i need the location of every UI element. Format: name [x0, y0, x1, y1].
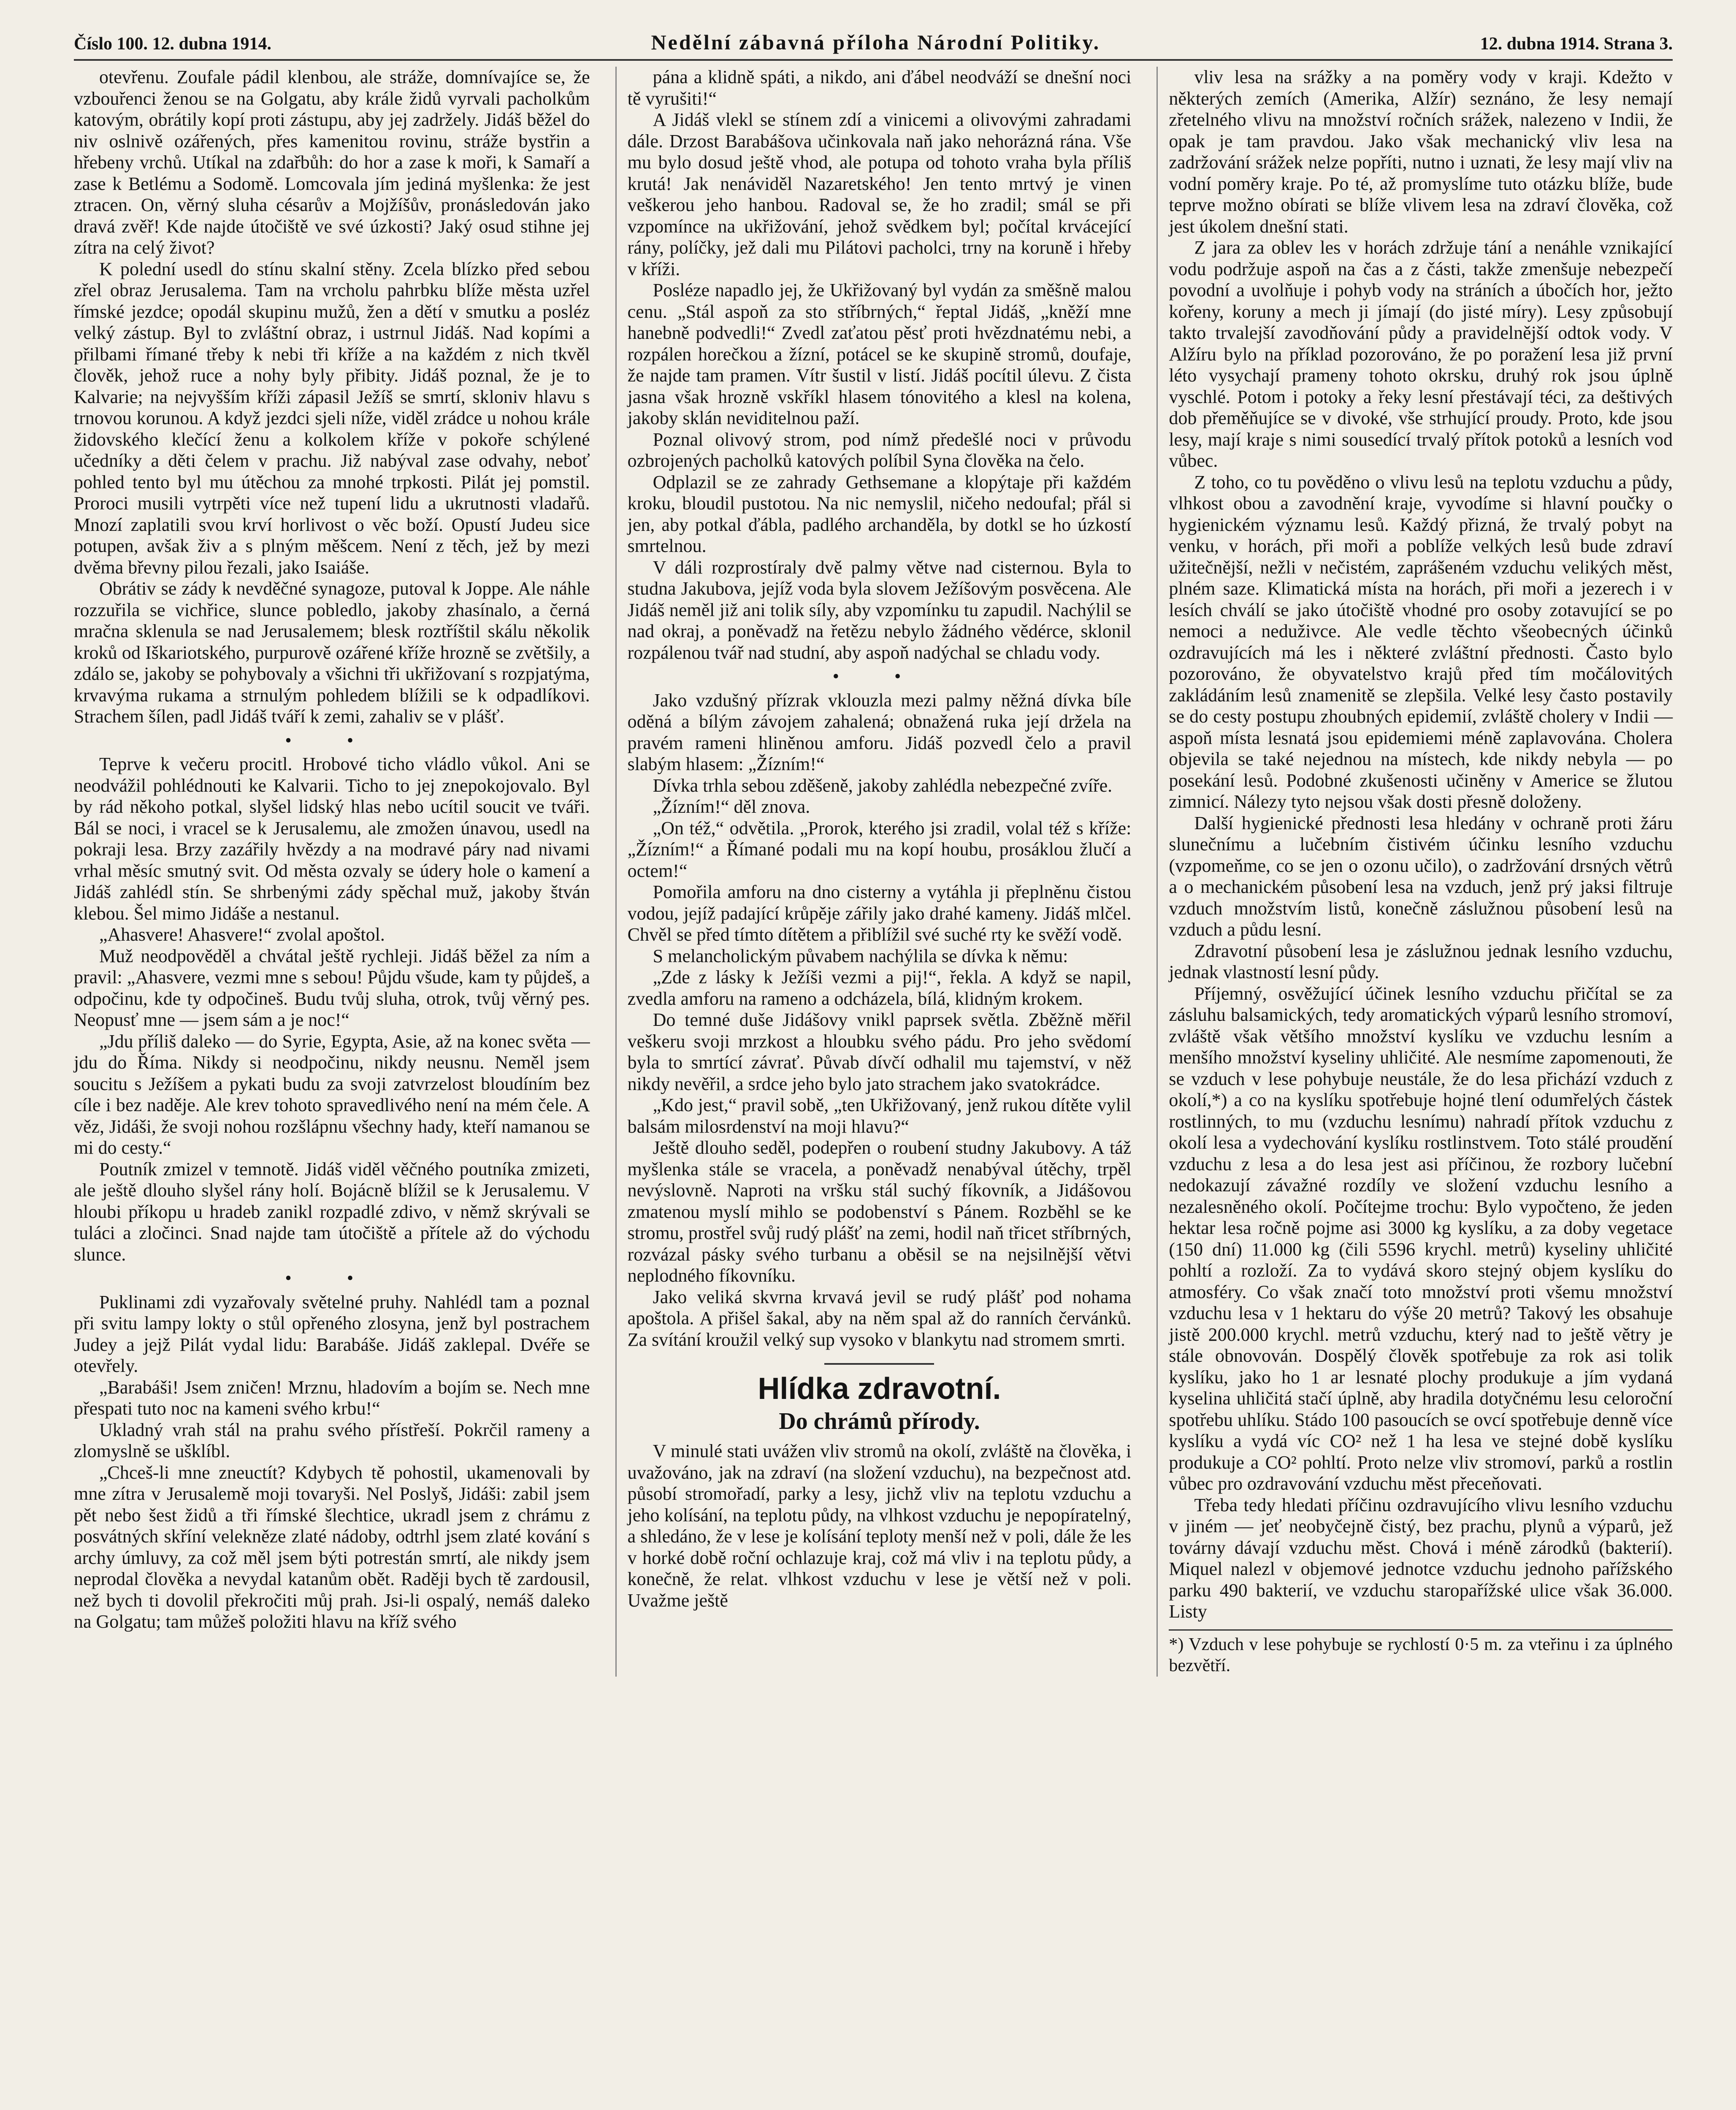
paragraph: Poznal olivový strom, pod nímž předešlé noci v průvodu ozbrojených pacholků katových políbil Syna člověka na čelo.	[627, 429, 1132, 471]
paragraph: Pomořila amforu na dno cisterny a vytáhla ji přeplněnu čistou vodou, jejíž padající krůpěje zářily jako drahé kameny. Jidáš mlčel. Chvěl se před tímto dítětem a přiblížil své suché rty ke svěží vodě.	[627, 882, 1132, 945]
paragraph: Puklinami zdi vyzařovaly světelné pruhy. Nahlédl tam a poznal při svitu lampy lokty o stůl opřeného zlosyna, jenž byl postrachem Judey a jejž Pilát vydal lidu: Barabáše. Jidáš zaklepal. Dvéře se otevřely.	[74, 1291, 590, 1376]
paragraph: Teprve k večeru procitl. Hrobové ticho vládlo vůkol. Ani se neodvážil pohlédnouti ke Kalvarii. Ticho to jej znepokojovalo. Byl by rád někoho potkal, slyšel lidský hlas nebo ucítil soucit ve tváři. Bál se noci, i vracel se k Jerusalemu, ale zmožen únavou, usedl na pokraji lesa. Brzy zazářily hvězdy a na modravé páry nad nivami vrhal měsíc smutný svit. Od města ozvaly se údery hole o kamení a Jidáš zahlédl stín. Se shrbenými zády spěchal muž, jakoby štván klebou. Šel mimo Jidáše a nestanul.	[74, 754, 590, 924]
column-3	[1156, 67, 1673, 1677]
paragraph: Muž neodpověděl a chvátal ještě rychleji. Jidáš běžel za ním a pravil: „Ahasvere, vezmi mne s sebou! Půjdu všude, kam ty půjdeš, a odpočinu, kde ty odpočineš. Budu tvůj sluha, otrok, tvůj věrný pes. Neopusť mne — jsem sám a je noc!“	[74, 945, 590, 1030]
paragraph: vliv lesa na srážky a na poměry vody v kraji. Kdežto v některých zemích (Amerika, Alžír) seznáno, že lesy nemají zřetelného vlivu na množství ročních srážek, nalezeno v Indii, že opak je tam pravdou. Jako však mechanický vliv lesa na zadržování srážek nelze popříti, nutno i uznati, že lesy mají vliv na vodní poměry kraje. Po té, až promyslíme tuto otázku blíže, bude teprve možno obírati se blíže vlivem lesa na zdraví člověka, což jest úkolem dnešní stati.	[1169, 67, 1673, 237]
header-title: Nedělní zábavná příloha Národní Politiky.	[651, 30, 1101, 54]
section-separator: • •	[832, 666, 926, 687]
paragraph: V minulé stati uvážen vliv stromů na okolí, zvláště na člověka, i uvažováno, jak na zdraví (na složení vzduchu), na bezpečnost atd. působí stromořadí, parky a lesy, jichž vliv na teplotu vzduchu a jeho kolísání, na teplotu půdy, na vlhkost vzduchu je nepopíratelný, a shledáno, že v lese je kolísání teploty menší než v poli, dále že les v horké době roční ochlazuje kraj, což má vliv i na teplotu půdy, a konečně, že relat. vlhkost vzduchu v lese je větší než v poli. Uvažme ještě	[627, 1441, 1132, 1611]
paragraph: Poutník zmizel v temnotě. Jidáš viděl věčného poutníka zmizeti, ale ještě dlouho slyšel rány holí. Bojácně blížil se k Jerusalemu. V hloubi příkopu u hradeb zanikl rozpadlé zdivo, v němž skrývali se tuláci a zločinci. Snad najde tam útočiště a přítele až do východu slunce.	[74, 1158, 590, 1265]
header-date-page: 12. dubna 1914. Strana 3.	[1480, 34, 1673, 54]
paragraph: Obrátiv se zády k nevděčné synagoze, putoval k Joppe. Ale náhle rozzuřila se vichřice, slunce pobledlo, jakoby zhasínalo, a černá mračna sklenula se nad Jerusalemem; blesk roztříštil skálu několik kroků od Iškariotského, purpurově ozářené kříže hrozně se zvětšily, a zdálo se, jakoby se pohybovaly a všichni tři ukřižovaní s rozpjatýma, krvavýma rukama a strnulým pohledem blížili se k odpadlíkovi. Strachem šílen, padl Jidáš tváří k zemi, zahaliv se v plášť.	[74, 578, 590, 727]
paragraph: „Chceš-li mne zneuctít? Kdybych tě pohostil, ukamenovali by mne zítra v Jerusalemě moji tovaryši. Nel Poslyš, Jidáši: zabil jsem pět nebo šest židů a tři římské šlechtice, ukradl jsem z chrámu z posvátných skříní velekněze zlaté nádoby, odtrhl jsem zlaté kování s archy úmluvy, za což měl jsem býti potrestán smrtí, ale nikdy jsem neprodal člověka a nevydal katanům obět. Raději bych tě zardousil, než bych ti dovolil překročiti můj prah. Jsi-li ospalý, nemáš daleko na Golgatu; tam můžeš položiti hlavu na kříž svého	[74, 1462, 590, 1632]
footnote: *) Vzduch v lese pohybuje se rychlostí 0·5 m. za vteřinu i za úplného bezvětří.	[1169, 1629, 1673, 1677]
paragraph: Další hygienické přednosti lesa hledány v ochraně proti žáru slunečnímu a lučebním čistivém účinku lesního vzduchu (vzpomeňme, co se jen o ozonu učilo), o zadržování drsných větrů a o mechanickém působení lesa na vzduch, jenž prý jaksi filtruje vzduch množstvím listů, konečně záslužnou působení lesů na vzduch a půdu lesní.	[1169, 812, 1673, 940]
section-separator: • •	[285, 1268, 379, 1288]
article-columns	[74, 67, 1673, 1677]
paragraph: „Kdo jest,“ pravil sobě, „ten Ukřižovaný, jenž rukou dítěte vylil balsám milosrdenství na moji hlavu?“	[627, 1095, 1132, 1137]
section-subtitle: Do chrámů přírody.	[779, 1408, 980, 1434]
paragraph: „On též,“ odvětila. „Prorok, kterého jsi zradil, volal též s kříže: „Žízním!“ a Římané podali mu na kopí houbu, prosáklou žlučí a octem!“	[627, 817, 1132, 881]
paragraph: Třeba tedy hledati příčinu ozdravujícího vlivu lesního vzduchu v jiném — jeť neobyčejně čistý, bez prachu, plynů a výparů, jež továrny dávají vzduchu měst. Chová i méně zárodků (bakterií). Miquel nalezl v objemové jednotce vzduchu jednoho pařížského parku 490 bakterií, ve vzduchu staropařížské ulice však 36.000. Listy	[1169, 1494, 1673, 1622]
page-header	[74, 25, 1673, 61]
paragraph: S melancholickým půvabem nachýlila se dívka k němu:	[653, 945, 1068, 966]
paragraph: pána a klidně spáti, a nikdo, ani ďábel neodváží se dnešní noci tě vyrušiti!“	[627, 67, 1132, 109]
paragraph: Příjemný, osvěžující účinek lesního vzduchu přičítal se za zásluhu balsamických, tedy aromatických výparů lesního stromoví, zvláště však většího množství kyslíku ve vzduchu lesním a menšího množství kyseliny uhličité. Ale nesmíme zapomenouti, že se vzduch v lese pohybuje neustále, že do lesa přichází vzduch z okolí,*) a co na kyslíku spotřebuje hojné tlení odumřelých částek rostlinných, to mu (vzduchu lesnímu) nahradí přítok vzduchu z okolí lesa a vydechování kyslíku rostlinstvem. Toto stálé proudění vzduchu z lesa a do lesa jest asi příčinou, že rozbory lučební nedokazují závažné rozdíly ve složení vzduchu lesního a nezalesněného okolí. Počítejme trochu: Bylo vypočteno, že jeden hektar lesa ročně pojme asi 3000 kg kyslíku, a za doby vegetace (150 dní) 11.000 kg (čili 5596 krychl. metrů) kyseliny uhličité pohltí a rozloží. Za to vydává skoro stejný objem kyslíku do atmosféry. Co však značí toto množství proti všemu množství vzduchu lesa v 1 hektaru do výše 20 metrů? Takový les obsahuje jistě 200.000 krychl. metrů vzduchu, který nad to ještě větry je stále obnovován. Dospělý člověk spotřebuje za rok asi tolik kyslíku, jako ho 1 ar lesnaté plochy produkuje a jím vydaná kyselina uhličitá stačí úplně, aby hradila dotyčnému lesu celoroční spotřebu uhlíku. Stádo 100 pasoucích se ovcí spotřebuje denně více kyslíku a vydá víc CO² než 1 ha lesa ve stejné době kyslíku produkuje a CO² pohltí. Proto nelze vliv stromoví, parků a rostlin vůbec pro ozdravování vzduchu měst přeceňovati.	[1169, 983, 1673, 1494]
paragraph: „Ahasvere! Ahasvere!“ zvolal apoštol.	[99, 924, 385, 945]
paragraph: „Jdu příliš daleko — do Syrie, Egypta, Asie, až na konec světa — jdu do Říma. Nikdy si neodpočinu, nikdy neusnu. Neměl jsem soucitu s Ježíšem a pykati budu za svoji zatvrzelost bloudíním bez cíle i bez naděje. Ale krev tohoto spravedlivého není na mém čele. A věz, Jidáši, že svoji nohou rozšlápnu všechny hady, kteří namanou se mi do cesty.“	[74, 1031, 590, 1158]
section-separator: • •	[285, 730, 379, 751]
paragraph: „Barabáši! Jsem zničen! Mrznu, hladovím a bojím se. Nech mne přespati tuto noc na kameni svého krbu!“	[74, 1377, 590, 1419]
paragraph: Z jara za oblev les v horách zdržuje tání a nenáhle vznikající vodu podržuje aspoň na čas a z části, takže zmenšuje nebezpečí povodní a uvolňuje i pohyb vody na stráních a úbočích hor, ježto kořeny, koruny a mech ji jímají (do jisté míry). Lesy způsobují takto trvalejší zavodňování půdy a pravidelnější odtok vody. V Alžíru bylo na příklad pozorováno, že po poražení lesa již první léto vysychají prameny tohoto okrsku, druhý rok jsou úplně vyschlé. Potom i potoky a řeky lesní přestávají téci, za deštivých dob přeměňujíce se v divoké, vše strhující proudy. Proto, kde jsou lesy, mají kraje s nimi sousedící trvalý přítok potoků a lesních vod vůbec.	[1169, 237, 1673, 471]
paragraph: Do temné duše Jidášovy vnikl paprsek světla. Zběžně měřil veškeru svoji mrzkost a hloubku svého pádu. Pro jeho svědomí byla to smrtící závrať. Půvab dívčí odhalil mu tajemství, v něž nikdy nevěřil, a srdce jeho bylo jato strachem jako svatokrádce.	[627, 1009, 1132, 1094]
paragraph: Zdravotní působení lesa je záslužnou jednak lesního vzduchu, jednak vlastností lesní půdy.	[1169, 940, 1673, 982]
paragraph: Jako veliká skvrna krvavá jevil se rudý plášť pod nohama apoštola. A přišel šakal, aby na něm spal až do ranních červánků. Za svítání kroužil velký sup vysoko v blankytu nad stromem smrti.	[627, 1286, 1132, 1350]
section-rule	[824, 1363, 934, 1365]
paragraph: „Zde z lásky k Ježíši vezmi a pij!“, řekla. A když se napil, zvedla amforu na rameno a odcházela, bílá, klidným krokem.	[627, 967, 1132, 1009]
paragraph: K polední usedl do stínu skalní stěny. Zcela blízko před sebou zřel obraz Jerusalema. Tam na vrcholu pahrbku blíže města uzřel římské jezdce; opodál skupinu mužů, žen a dětí v smutku a posléz velký zástup. Byl to zvláštní obraz, i ustrnul Jidáš. Nad kopími a přilbami římané třeby k nebi tři kříže a na každém z nich tkvěl člověk, jehož ruce a nohy byly přibity. Jidáš poznal, že je to Kalvarie; na nejvyšším kříži zápasil Ježíš se smrtí, skloniv hlavu s trnovou korunou. A když jezdci sjeli níže, viděl zrádce u nohou krále židovského klečící ženu a kolkolem kříže v pokoře schýlené učedníky a děti čelem v prachu. Již nabýval zase odvahy, neboť pohled tento byl mu útěchou za mnohé trpkosti. Pilát jej pomstil. Proroci musili vytrpěti více než tupení lidu a ukrutnosti vladařů. Mnozí zaplatili svou krví horlivost o věc boží. Opustí Judeu sice potupen, avšak živ a s plným měšcem. Není z těch, jež by mezi dvěma břevny pilou řezali, jako Isaiáše.	[74, 258, 590, 578]
paragraph: Dívka trhla sebou zděšeně, jakoby zahlédla nebezpečné zvíře.	[653, 775, 1113, 796]
paragraph: A Jidáš vlekl se stínem zdí a vinicemi a olivovými zahradami dále. Drzost Barabášova učinkovala naň jako nehorázná rána. Vše mu bylo dosud ještě vhod, ale potupa od tohoto vraha byla příliš krutá! Jak nenáviděl Nazaretského! Jen tento mrtvý je vinen veškerou jeho hanbou. Radoval se, že ho zradil; smál se při vzpomínce na ukřižování, jehož svědkem byl; počítal krvácející rány, políčky, jež dali mu Pilátovi pacholci, trny na koruně i hřeby v kříži.	[627, 109, 1132, 279]
column-1	[74, 67, 590, 1677]
paragraph: Odplazil se ze zahrady Gethsemane a klopýtaje při každém kroku, bloudil pustotou. Na nic nemyslil, ničeho nedoufal; přál si jen, aby potkal ďábla, padlého archanděla, by dotkl se ho úzkostí smrtelnou.	[627, 471, 1132, 556]
header-issue: Číslo 100. 12. dubna 1914.	[74, 34, 271, 54]
paragraph: Ukladný vrah stál na prahu svého přístřeší. Pokrčil rameny a zlomyslně se ušklíbl.	[74, 1419, 590, 1461]
paragraph: Ještě dlouho seděl, podepřen o roubení studny Jakubovy. A táž myšlenka stále se vracela, a poněvadž nenabýval útěchy, trpěl nevýslovně. Naproti na vršku stál suchý fíkovník, a Jidášovou zmatenou myslí mihlo se podobenství s Pánem. Rozběhl se ke stromu, prostřel svůj rudý plášť na zemi, hodil naň třicet stříbrných, rozvázal pásky svého turbanu a oběsil se na nejsilnější větvi neplodného fíkovníku.	[627, 1137, 1132, 1286]
paragraph: „Žízním!“ děl znova.	[653, 796, 810, 817]
paragraph: V dáli rozprostíraly dvě palmy větve nad cisternou. Byla to studna Jakubova, jejíž voda byla slovem Ježíšovým posvěcena. Ale Jidáš neměl již ani tolik síly, aby vzpomínku tu zapudil. Nachýlil se nad okraj, a poněvadž na řetězu nebylo žádného vědérce, sklonil rozpálenou tvář nad studní, aby aspoň nadýchal se chladu vody.	[627, 557, 1132, 663]
paragraph: Jako vzdušný přízrak vklouzla mezi palmy něžná dívka bíle oděná a bílým závojem zahalená; obnažená ruka její držela na pravém rameni hliněnou amforu. Jidáš pozvedl čelo a pravil slabým hlasem: „Žízním!“	[627, 690, 1132, 774]
paragraph: otevřenu. Zoufale pádil klenbou, ale stráže, domnívajíce se, že vzbouřenci ženou se na Golgatu, aby krále židů vyrvali pacholkům katovým, obrátily kopí proti zástupu, aby jej zadržely. Jidáš běžel do niv oslnivě ozářených, přes kamenitou rovinu, stráže bystřin a hřebeny vrchů. Utíkal na zdařbůh: do hor a zase k moři, k Samaří a zase k Betlému a Sodomě. Lomcovala jím jediná myšlenka: že jest ztracen. On, věrný sluha césarův a Mojžíšův, pronásledován jako dravá zvěř! Kde najde útočiště ve své úzkosti? Jaký osud stihne jej zítra na celý život?	[74, 67, 590, 258]
paragraph: Posléze napadlo jej, že Ukřižovaný byl vydán za směšně malou cenu. „Stál aspoň za sto stříbrných,“ řeptal Jidáš, „kněží mne hanebně podvedli!“ Zvedl zaťatou pěsť proti hvězdnatému nebi, a rozpálen horečkou a žízní, potácel se ke skupině stromů, doufaje, že najde tam pramen. Vítr šustil v listí. Jidáš pocítil úlevu. Z čista jasna však hrozně vskříkl hlasem tónovitého a klesl na kolena, jakoby sklán neviditelnou paží.	[627, 280, 1132, 428]
column-2	[615, 67, 1132, 1677]
paragraph: Z toho, co tu pověděno o vlivu lesů na teplotu vzduchu a půdy, vlhkost obou a zavodnění kraje, vyvodíme si hlavní poučky o hygienickém významu lesů. Každý přizná, že trvalý pobyt na venku, v horách, při moři a poblíže velkých lesů bude zdraví užitečnější, nežli v nečistém, zaprášeném vzduchu velikých měst, plném saze. Klimatická místa na horách, při moři a jezerech i v lesích chválí se jako útočiště vhodné pro osoby zotavující se po nemoci a neduživce. Ale vedle těchto všeobecných účinků ozdravujících má les i některé zvláštní přednosti. Často bylo pozorováno, že obyvatelstvo krajů před tím močálovitých zakládáním lesů znamenitě se zlepšila. Velké lesy často postavily se do cesty postupu zhoubných epidemií, zvláště cholery v Indii — aspoň místa lesnatá jsou epidemiemi méně zaplavována. Cholera objevila se také nejednou na místech, kde nikdy nebyla — po posekání lesů. Podobné zkušenosti učiněny v Americe se žlutou zimnicí. Nálezy tyto nejsou však dosti přesně doloženy.	[1169, 471, 1673, 812]
section-title: Hlídka zdravotní.	[758, 1372, 1001, 1406]
